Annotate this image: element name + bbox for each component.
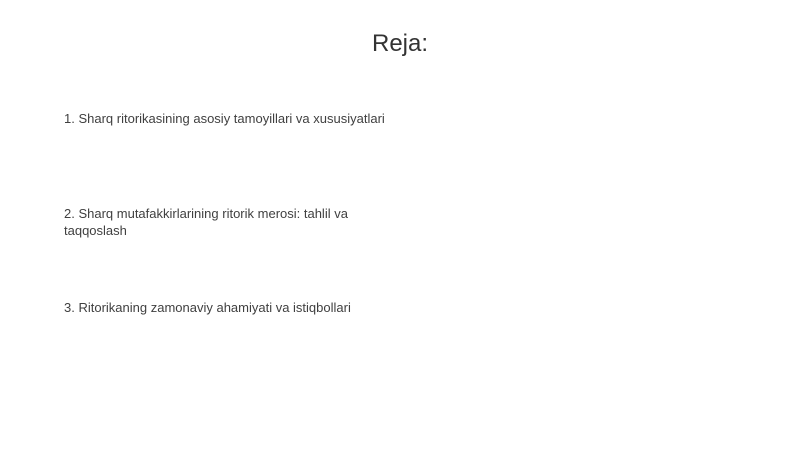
plan-item-1: 1. Sharq ritorikasining asosiy tamoyillari va xususiyatlari [64,111,385,126]
plan-item-2: 2. Sharq mutafakkirlarining ritorik merosi: tahlil va taqqoslash [64,206,348,238]
plan-item-3: 3. Ritorikaning zamonaviy ahamiyati va istiqbollari [64,300,351,315]
slide-title: Reja: [371,30,429,57]
